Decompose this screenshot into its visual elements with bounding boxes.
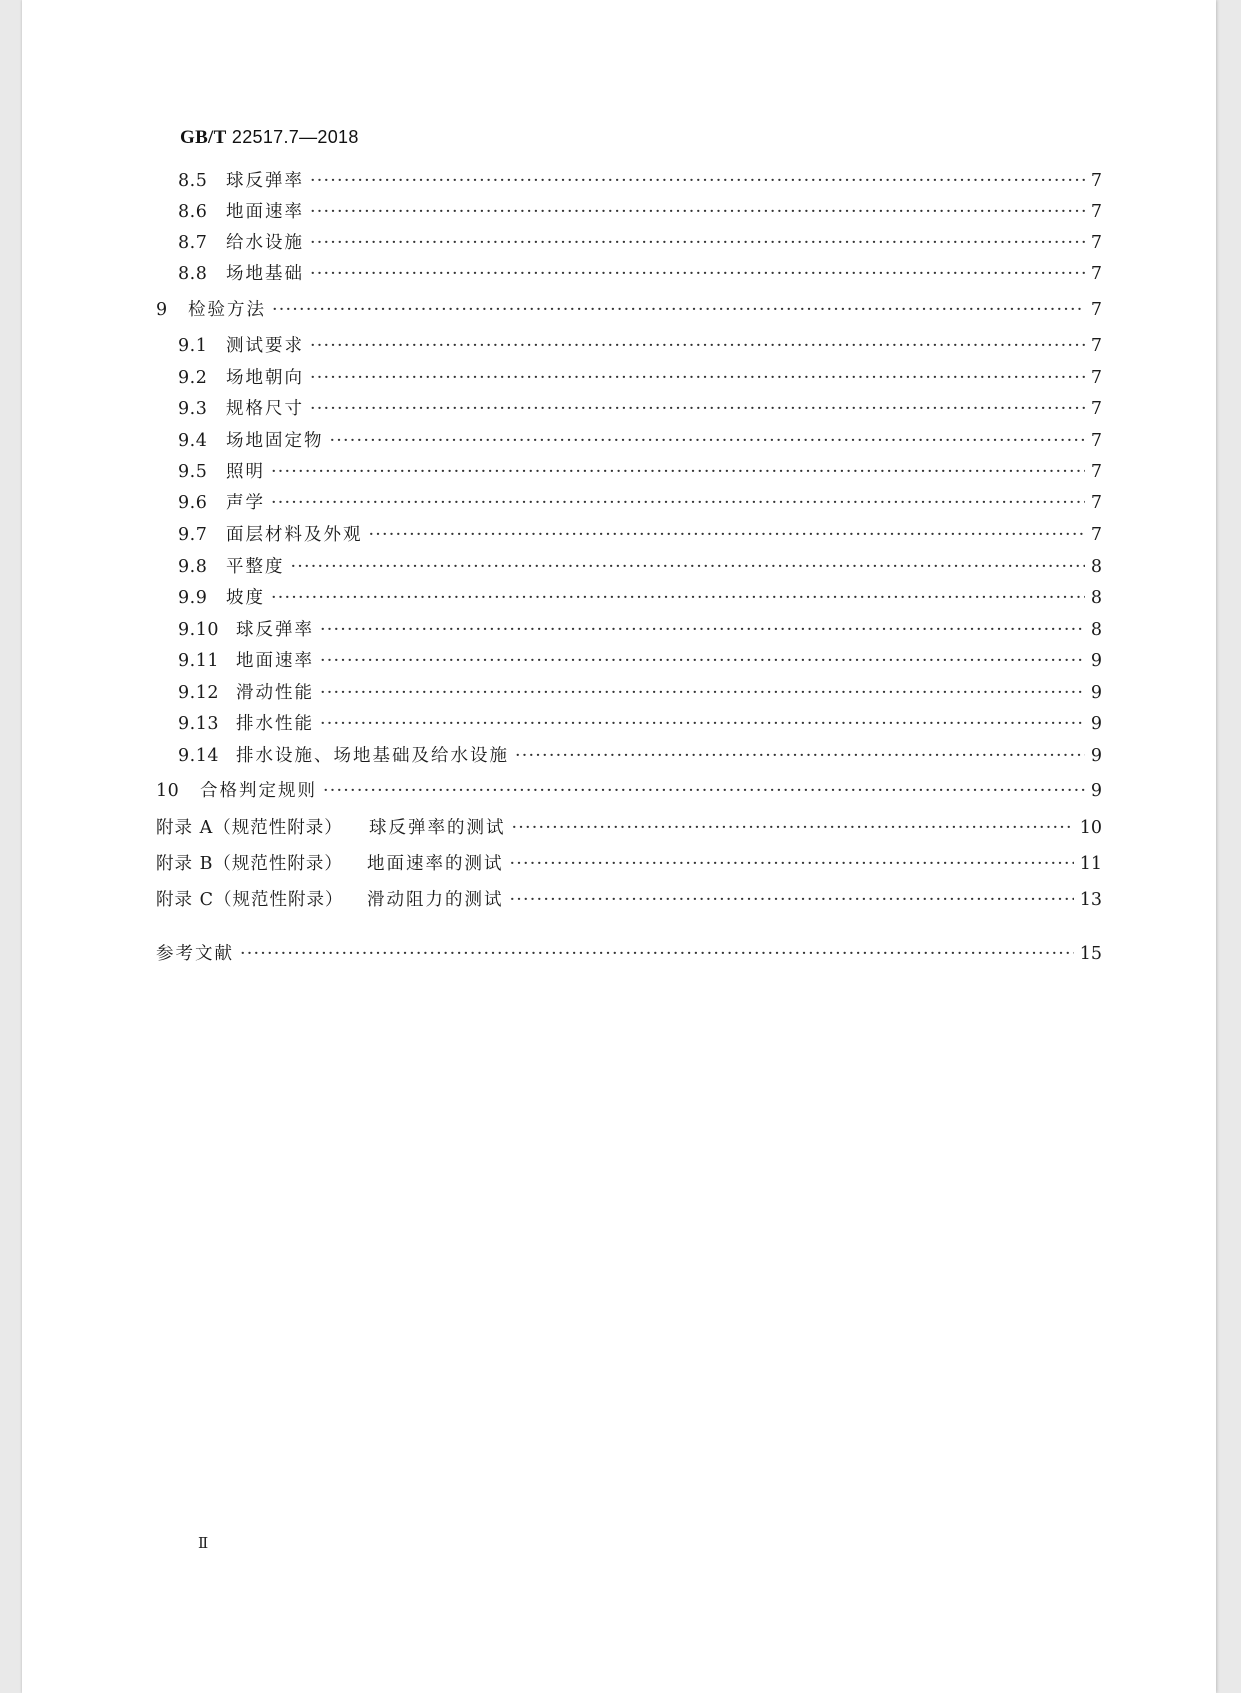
- toc-entry-number: 附录 C（规范性附录）: [156, 890, 344, 910]
- toc-entry-title: 地面速率的测试: [367, 854, 504, 874]
- toc-entry-title: 球反弹率: [236, 620, 314, 640]
- toc-entry-title: 检验方法: [188, 300, 266, 320]
- toc-entry-9-1[interactable]: [178, 334, 1102, 358]
- toc-entry-number: 9.10: [178, 620, 219, 640]
- toc-entry-page: 7: [1090, 462, 1102, 482]
- toc-entry-number: 8.8: [178, 264, 208, 284]
- toc-entry-8-5[interactable]: [178, 169, 1102, 193]
- dot-leader: [310, 200, 1085, 224]
- toc-entry-number: 9.14: [178, 746, 219, 766]
- toc-entry-9-2[interactable]: [178, 366, 1102, 390]
- dot-leader: [291, 555, 1085, 579]
- toc-entry-number: 附录 B（规范性附录）: [156, 854, 343, 874]
- dot-leader: [512, 816, 1074, 840]
- toc-entry-9-9[interactable]: [178, 586, 1102, 610]
- toc-entry-10[interactable]: [156, 779, 1102, 803]
- toc-entry-8-7[interactable]: [178, 231, 1102, 255]
- toc-entry-number: 附录 A（规范性附录）: [156, 818, 343, 838]
- toc-entry-page: 7: [1090, 368, 1102, 388]
- dot-leader: [369, 523, 1085, 547]
- toc-entry-number: 8.6: [178, 202, 208, 222]
- toc-entry-page: 7: [1090, 233, 1102, 253]
- toc-entry-9-8[interactable]: [178, 555, 1102, 579]
- dot-leader: [271, 586, 1085, 610]
- dot-leader: [310, 231, 1085, 255]
- toc-entry-page: 7: [1090, 399, 1102, 419]
- toc-entry-9[interactable]: [156, 298, 1102, 322]
- toc-entry-number: 10: [156, 781, 180, 801]
- toc-entry-number: 8.7: [178, 233, 208, 253]
- toc-entry-page: 7: [1090, 431, 1102, 451]
- dot-leader: [271, 491, 1085, 515]
- toc-entry-page: 7: [1090, 493, 1102, 513]
- toc-entry-page: 7: [1090, 336, 1102, 356]
- toc-entry-page: 9: [1090, 746, 1102, 766]
- dot-leader: [310, 334, 1085, 358]
- toc-entry-number: 9.7: [178, 525, 208, 545]
- dot-leader: [320, 681, 1085, 705]
- toc-entry-number: 9.5: [178, 462, 208, 482]
- dot-leader: [271, 460, 1085, 484]
- toc-entry-9-11[interactable]: [178, 649, 1102, 673]
- dot-leader: [310, 262, 1085, 286]
- dot-leader: [272, 298, 1085, 322]
- toc-entry-page: 8: [1090, 557, 1102, 577]
- toc-entry-page: 9: [1090, 683, 1102, 703]
- dot-leader: [320, 618, 1085, 642]
- standard-number: 22517.7—2018: [231, 127, 359, 147]
- toc-entry-number: 9.11: [178, 651, 219, 671]
- toc-entry-9-5[interactable]: [178, 460, 1102, 484]
- dot-leader: [310, 169, 1085, 193]
- toc-entry-title: 地面速率: [226, 202, 304, 222]
- toc-entry-references[interactable]: [156, 942, 1102, 966]
- toc-entry-title: 排水设施、场地基础及给水设施: [236, 746, 509, 766]
- toc-entry-number: 9.12: [178, 683, 219, 703]
- toc-entry-9-13[interactable]: [178, 712, 1102, 736]
- toc-entry-number: 9: [156, 300, 168, 320]
- toc-entry-title: 场地固定物: [226, 431, 324, 451]
- dot-leader: [330, 429, 1085, 453]
- toc-entry-8-8[interactable]: [178, 262, 1102, 286]
- toc-entry-page: 15: [1079, 944, 1102, 964]
- toc-entry-page: 9: [1090, 714, 1102, 734]
- standard-prefix: GB/T: [180, 127, 227, 148]
- toc-entry-9-6[interactable]: [178, 491, 1102, 515]
- toc-entry-page: 7: [1090, 300, 1102, 320]
- toc-entry-title: 滑动性能: [236, 683, 314, 703]
- dot-leader: [320, 712, 1085, 736]
- toc-entry-title: 规格尺寸: [226, 399, 304, 419]
- toc-entry-appendix-a[interactable]: [156, 816, 1102, 840]
- toc-entry-title: 场地朝向: [226, 368, 304, 388]
- dot-leader: [510, 852, 1074, 876]
- toc-entry-title: 面层材料及外观: [226, 525, 363, 545]
- toc-entry-number: 9.13: [178, 714, 219, 734]
- toc-entry-9-4[interactable]: [178, 429, 1102, 453]
- toc-entry-title: 合格判定规则: [200, 781, 317, 801]
- toc-entry-number: 9.4: [178, 431, 208, 451]
- toc-entry-title: 平整度: [226, 557, 285, 577]
- toc-entry-page: 11: [1079, 854, 1102, 874]
- toc-entry-title: 参考文献: [156, 944, 234, 964]
- dot-leader: [323, 779, 1085, 803]
- toc-entry-9-3[interactable]: [178, 397, 1102, 421]
- toc-entry-title: 声学: [226, 493, 265, 513]
- toc-entry-page: 8: [1090, 620, 1102, 640]
- toc-entry-number: 9.6: [178, 493, 208, 513]
- toc-entry-9-7[interactable]: [178, 523, 1102, 547]
- toc-entry-title: 球反弹率: [226, 171, 304, 191]
- toc-entry-page: 9: [1090, 651, 1102, 671]
- toc-entry-title: 球反弹率的测试: [369, 818, 506, 838]
- toc-entry-title: 地面速率: [236, 651, 314, 671]
- toc-entry-8-6[interactable]: [178, 200, 1102, 224]
- dot-leader: [510, 888, 1074, 912]
- toc-entry-number: 9.1: [178, 336, 208, 356]
- toc-entry-title: 照明: [226, 462, 265, 482]
- toc-entry-number: 9.2: [178, 368, 208, 388]
- dot-leader: [310, 366, 1085, 390]
- toc-entry-number: 8.5: [178, 171, 208, 191]
- toc-entry-title: 测试要求: [226, 336, 304, 356]
- toc-entry-9-10[interactable]: [178, 618, 1102, 642]
- toc-entry-title: 滑动阻力的测试: [367, 890, 504, 910]
- table-of-contents: [22, 0, 1216, 1000]
- toc-entry-page: 7: [1090, 202, 1102, 222]
- toc-entry-title: 给水设施: [226, 233, 304, 253]
- toc-entry-number: 9.9: [178, 588, 208, 608]
- toc-entry-page: 13: [1079, 890, 1102, 910]
- toc-entry-appendix-c[interactable]: [156, 888, 1102, 912]
- toc-entry-page: 10: [1079, 818, 1102, 838]
- toc-entry-number: 9.8: [178, 557, 208, 577]
- dot-leader: [320, 649, 1085, 673]
- toc-entry-page: 7: [1090, 264, 1102, 284]
- page-folio: Ⅱ: [198, 1534, 209, 1552]
- toc-entry-page: 7: [1090, 171, 1102, 191]
- document-page: [22, 0, 1216, 1693]
- toc-entry-title: 排水性能: [236, 714, 314, 734]
- toc-entry-page: 9: [1090, 781, 1102, 801]
- dot-leader: [515, 744, 1085, 768]
- toc-entry-title: 坡度: [226, 588, 265, 608]
- toc-entry-number: 9.3: [178, 399, 208, 419]
- toc-entry-page: 7: [1090, 525, 1102, 545]
- dot-leader: [240, 942, 1074, 966]
- toc-entry-title: 场地基础: [226, 264, 304, 284]
- toc-entry-appendix-b[interactable]: [156, 852, 1102, 876]
- toc-entry-page: 8: [1090, 588, 1102, 608]
- toc-entry-9-12[interactable]: [178, 681, 1102, 705]
- dot-leader: [310, 397, 1085, 421]
- toc-entry-9-14[interactable]: [178, 744, 1102, 768]
